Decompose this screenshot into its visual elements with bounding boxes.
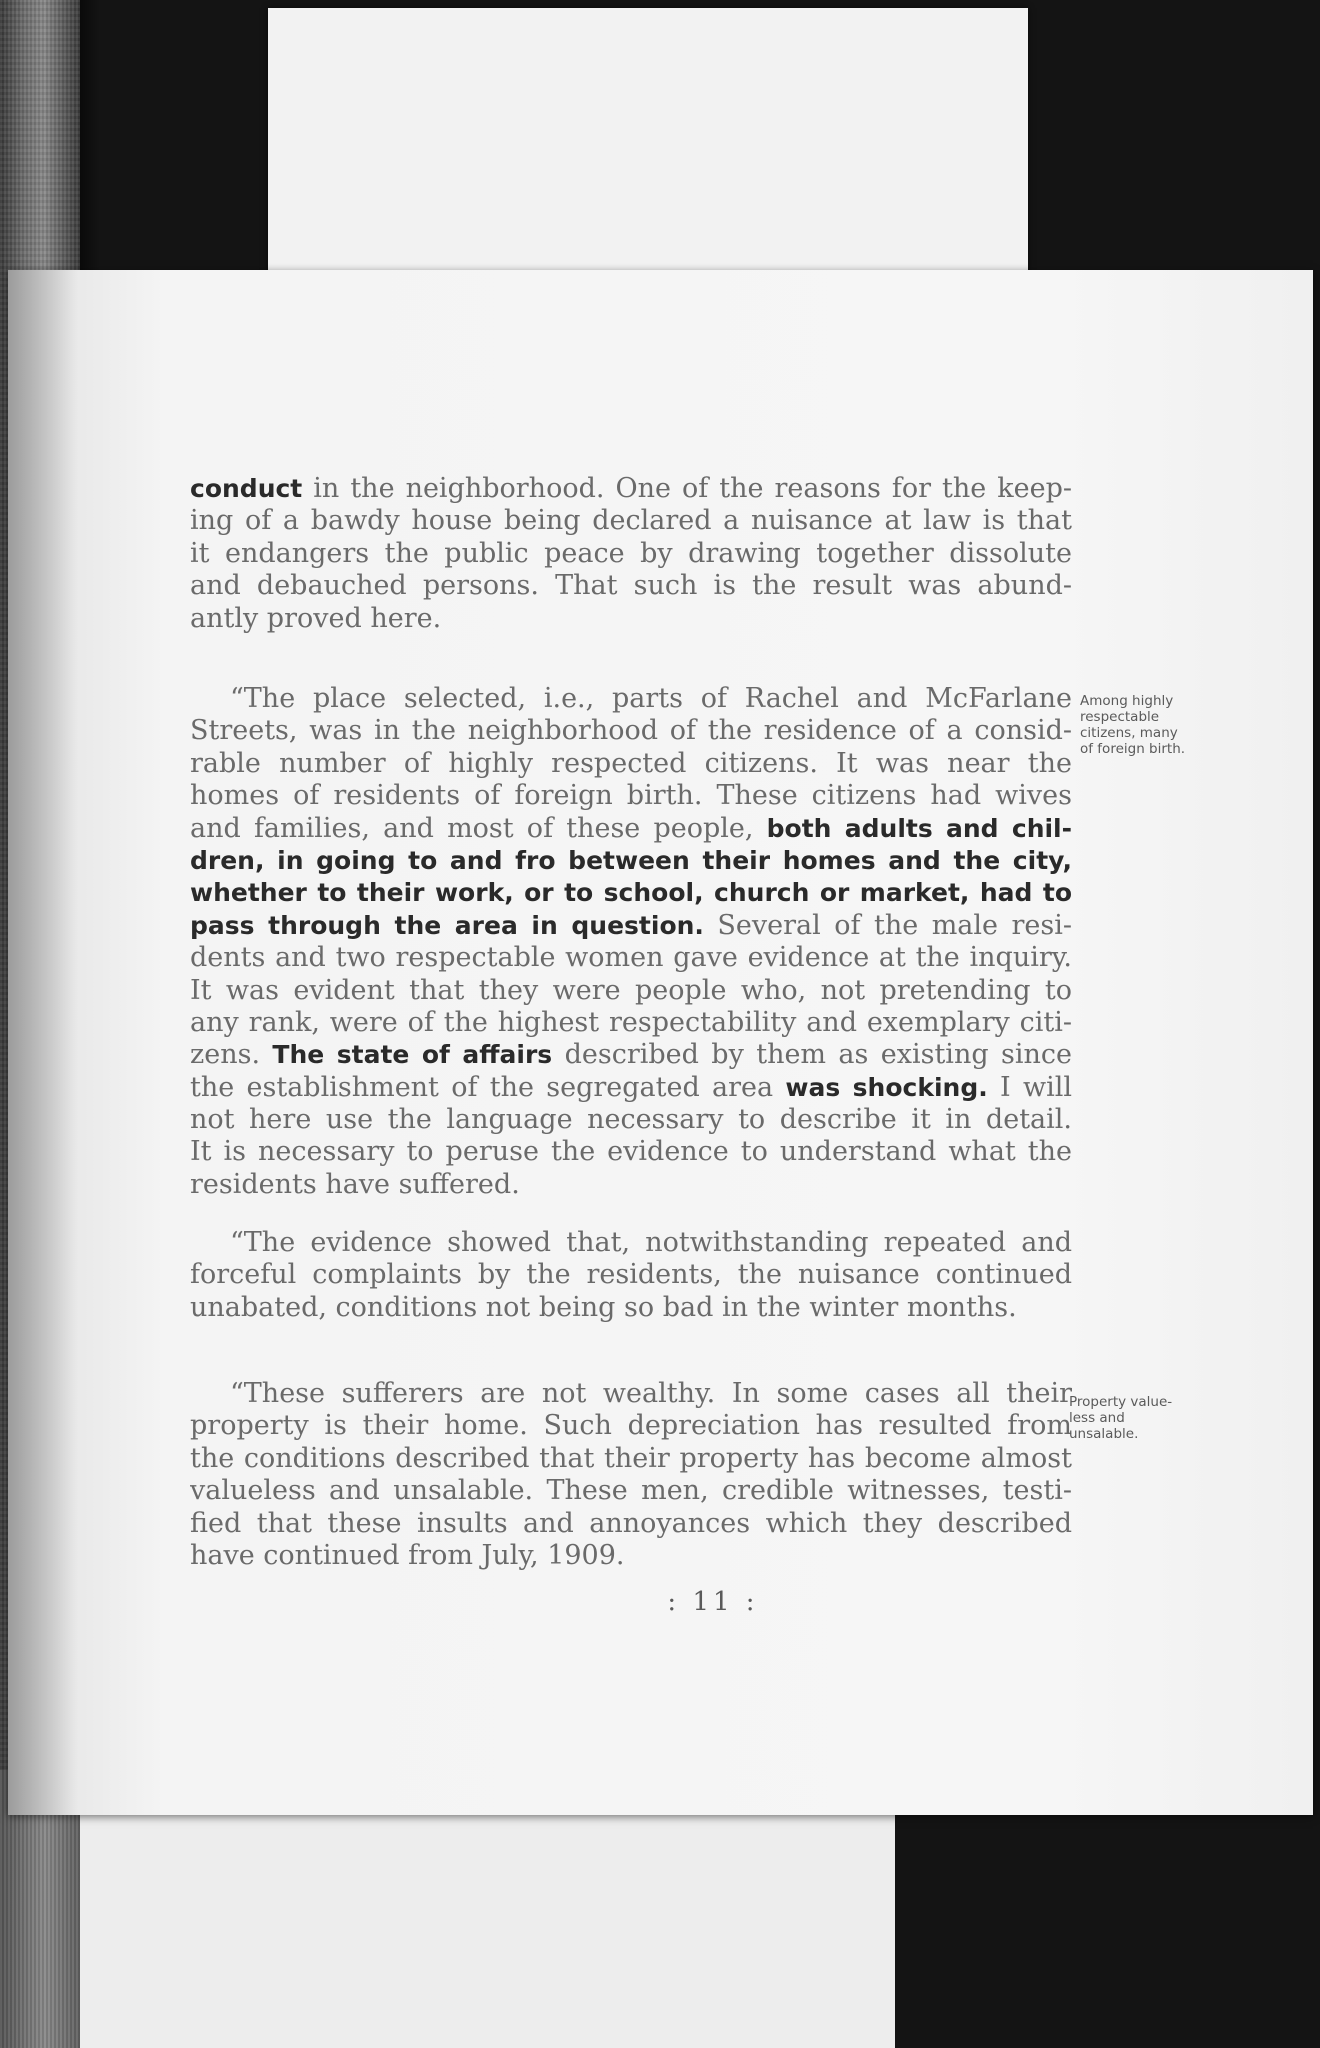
text-span: in the neighborhood. One of the reasons for the keep- — [302, 473, 1072, 504]
text-line — [190, 1072, 1072, 1104]
margin-note-line: unsalable. — [1069, 1426, 1139, 1442]
text-line: have continued from July, 1909. — [190, 1539, 625, 1571]
text-line: “The evidence showed that, notwithstanding repeated and — [230, 1227, 1072, 1258]
bold-text: both adults and chil- — [766, 813, 1072, 843]
text-line: It was evident that they were people who, not pretending to — [190, 974, 1072, 1006]
bold-text: The state of affairs — [272, 1040, 553, 1070]
text-line: antly proved here. — [190, 602, 442, 634]
bold-text: pass through the area in question. — [190, 910, 704, 940]
margin-note-line: of foreign birth. — [1080, 741, 1186, 757]
back-page-top — [268, 8, 1028, 308]
paragraph-3 — [190, 1227, 1072, 1324]
text-span: and families, and most of these people, — [190, 812, 767, 844]
paragraph-2 — [190, 683, 1072, 1201]
text-line — [190, 845, 1072, 877]
margin-note-property-valueless — [1069, 1394, 1229, 1442]
margin-note-line: Property value- — [1069, 1394, 1173, 1410]
paragraph-4 — [190, 1378, 1072, 1572]
text-line: the conditions described that their property has become almost — [190, 1442, 1072, 1474]
text-line: forceful complaints by the residents, the nuisance continued — [190, 1259, 1072, 1291]
page-number: : 11 : — [667, 1587, 759, 1617]
text-span: zens. — [190, 1039, 273, 1071]
text-line: “These sufferers are not wealthy. In some cases all their — [230, 1378, 1072, 1409]
page-edge-shadow — [8, 270, 78, 1815]
text-line: it endangers the public peace by drawing together dissolute — [190, 537, 1072, 569]
text-line — [190, 1039, 1072, 1071]
text-line: not here use the language necessary to describe it in detail. — [190, 1104, 1072, 1136]
text-line: property is their home. Such depreciation has resulted from — [190, 1410, 1072, 1442]
text-line: fied that these insults and annoyances which they described — [190, 1507, 1072, 1539]
text-line: any rank, were of the highest respectability and exemplary citi- — [190, 1006, 1072, 1038]
text-line: Streets, was in the neighborhood of the residence of a consid- — [190, 715, 1072, 747]
text-line: rable number of highly respected citizens. It was near the — [190, 747, 1072, 779]
bold-text: was shocking. — [785, 1072, 988, 1102]
bold-text: dren, in going to and fro between their homes and the city, — [190, 845, 1072, 875]
text-line: valueless and unsalable. These men, credible witnesses, testi- — [190, 1475, 1072, 1507]
margin-note-line: Among highly — [1080, 693, 1174, 709]
text-line: and debauched persons. That such is the result was abund- — [190, 570, 1072, 602]
text-line: ing of a bawdy house being declared a nuisance at law is that — [190, 505, 1072, 537]
text-line: homes of residents of foreign birth. These citizens had wives — [190, 780, 1072, 812]
margin-note-line: respectable — [1080, 709, 1160, 725]
text-span: Several of the male resi- — [703, 909, 1072, 941]
text-line: residents have suffered. — [190, 1168, 520, 1200]
margin-note-line: citizens, many — [1080, 725, 1178, 741]
text-line: unabated, conditions not being so bad in the winter months. — [190, 1291, 1017, 1323]
text-line — [190, 877, 1072, 909]
margin-note-line: less and — [1069, 1410, 1125, 1426]
bold-text: conduct — [190, 474, 303, 503]
text-span: described by them as existing since — [552, 1039, 1072, 1071]
text-line — [190, 813, 1072, 845]
text-span: I will — [987, 1071, 1072, 1103]
text-line: It is necessary to peruse the evidence to understand what the — [190, 1136, 1072, 1168]
margin-note-highly-respectable — [1080, 693, 1240, 757]
text-line: dents and two respectable women gave evidence at the inquiry. — [190, 942, 1072, 974]
text-line — [190, 910, 1072, 942]
paragraph-1 — [190, 473, 1072, 635]
text-span: the establishment of the segregated area — [190, 1071, 786, 1103]
text-line: “The place selected, i.e., parts of Rachel and McFarlane — [230, 683, 1072, 714]
bold-text: whether to their work, or to school, church or market, had to — [190, 878, 1072, 908]
text-line — [190, 473, 1072, 505]
